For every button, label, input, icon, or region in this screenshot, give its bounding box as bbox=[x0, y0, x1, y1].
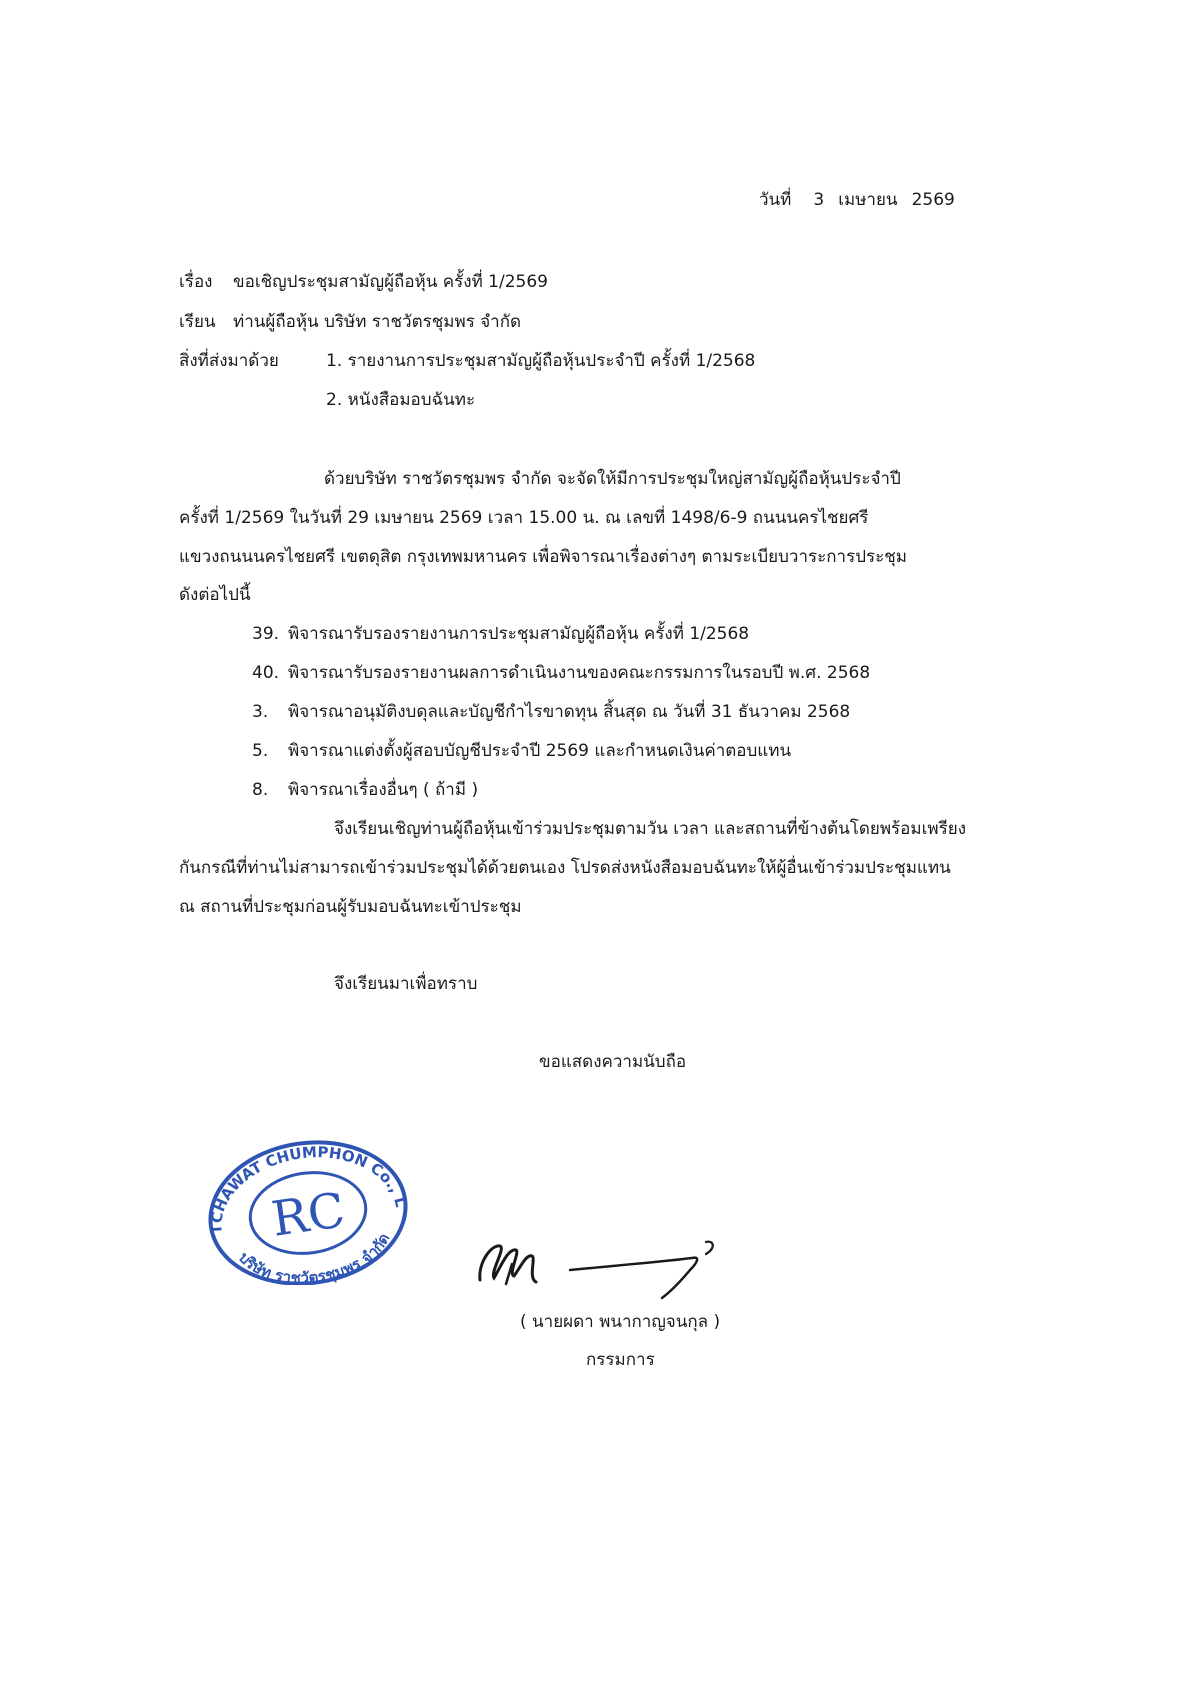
stamp-bottom-text: บริษัท ราชวัตรชุมพร จำกัด bbox=[234, 1230, 394, 1285]
signatory-title: กรรมการ bbox=[586, 1350, 655, 1370]
agenda-number: 39. bbox=[252, 624, 280, 644]
agenda-text: พิจารณาอนุมัติงบดุลและบัญชีกำไรขาดทุน สิ้นสุด ณ วันที่ 31 ธันวาคม 2568 bbox=[288, 702, 851, 722]
agenda-text: พิจารณาเรื่องอื่นๆ ( ถ้ามี ) bbox=[288, 780, 479, 800]
paragraph-line: ดังต่อไปนี้ bbox=[179, 585, 251, 605]
paragraph-line: ครั้งที่ 1/2569 ในวันที่ 29 เมษายน 2569 เวลา 15.00 น. ณ เลขที่ 1498/6-9 ถนนนครไชยศรี bbox=[179, 508, 869, 528]
paragraph-line: ณ สถานที่ประชุมก่อนผู้รับมอบฉันทะเข้าประชุม bbox=[179, 897, 522, 917]
agenda-number: 8. bbox=[252, 780, 269, 800]
paragraph-line: กันกรณีที่ท่านไม่สามารถเข้าร่วมประชุมได้ด้วยตนเอง โปรดส่งหนังสือมอบฉันทะให้ผู้อื่นเข้าร่วมประชุมแทน bbox=[179, 858, 951, 878]
paragraph-line: ด้วยบริษัท ราชวัตรชุมพร จำกัด จะจัดให้มีการประชุมใหญ่สามัญผู้ถือหุ้นประจำปี bbox=[324, 469, 901, 489]
recipient-text: ท่านผู้ถือหุ้น บริษัท ราชวัตรชุมพร จำกัด bbox=[233, 312, 522, 332]
stamp-monogram: RC bbox=[268, 1182, 349, 1248]
stamp-top-text: RATCHAWAT CHUMPHON Co., Ltd. bbox=[207, 1143, 410, 1235]
date-month: เมษายน bbox=[838, 190, 898, 210]
enclosure-item: 2. หนังสือมอบฉันทะ bbox=[326, 390, 476, 410]
date-label: วันที่ bbox=[759, 190, 792, 210]
closing-line: จึงเรียนมาเพื่อทราบ bbox=[334, 974, 478, 994]
agenda-text: พิจารณาแต่งตั้งผู้สอบบัญชีประจำปี 2569 และกำหนดเงินค่าตอบแทน bbox=[288, 741, 792, 761]
company-stamp bbox=[180, 1125, 430, 1285]
date-line bbox=[759, 188, 955, 212]
recipient-label: เรียน bbox=[179, 312, 216, 332]
signatory-name: ( นายผดา พนากาญจนกุล ) bbox=[520, 1312, 721, 1332]
company-stamp-graphic bbox=[180, 1125, 430, 1285]
enclosure-item: 1. รายงานการประชุมสามัญผู้ถือหุ้นประจำปี ครั้งที่ 1/2568 bbox=[326, 351, 756, 371]
signature-graphic bbox=[470, 1222, 750, 1302]
subject-text: ขอเชิญประชุมสามัญผู้ถือหุ้น ครั้งที่ 1/2569 bbox=[233, 272, 548, 292]
agenda-text: พิจารณารับรองรายงานผลการดำเนินงานของคณะกรรมการในรอบปี พ.ศ. 2568 bbox=[288, 663, 871, 683]
agenda-number: 3. bbox=[252, 702, 269, 722]
paragraph-line: จึงเรียนเชิญท่านผู้ถือหุ้นเข้าร่วมประชุมตามวัน เวลา และสถานที่ข้างต้นโดยพร้อมเพรียง bbox=[334, 819, 966, 839]
agenda-number: 40. bbox=[252, 663, 280, 683]
date-day: 3 bbox=[813, 190, 825, 210]
enclosure-label: สิ่งที่ส่งมาด้วย bbox=[179, 351, 279, 371]
subject-label: เรื่อง bbox=[179, 272, 213, 292]
date-year: 2569 bbox=[911, 190, 955, 210]
signature bbox=[470, 1222, 750, 1302]
agenda-text: พิจารณารับรองรายงานการประชุมสามัญผู้ถือหุ้น ครั้งที่ 1/2568 bbox=[288, 624, 750, 644]
agenda-number: 5. bbox=[252, 741, 269, 761]
regards-text: ขอแสดงความนับถือ bbox=[539, 1052, 687, 1072]
paragraph-line: แขวงถนนนครไชยศรี เขตดุสิต กรุงเทพมหานคร เพื่อพิจารณาเรื่องต่างๆ ตามระเบียบวาระการประชุม bbox=[179, 547, 908, 567]
